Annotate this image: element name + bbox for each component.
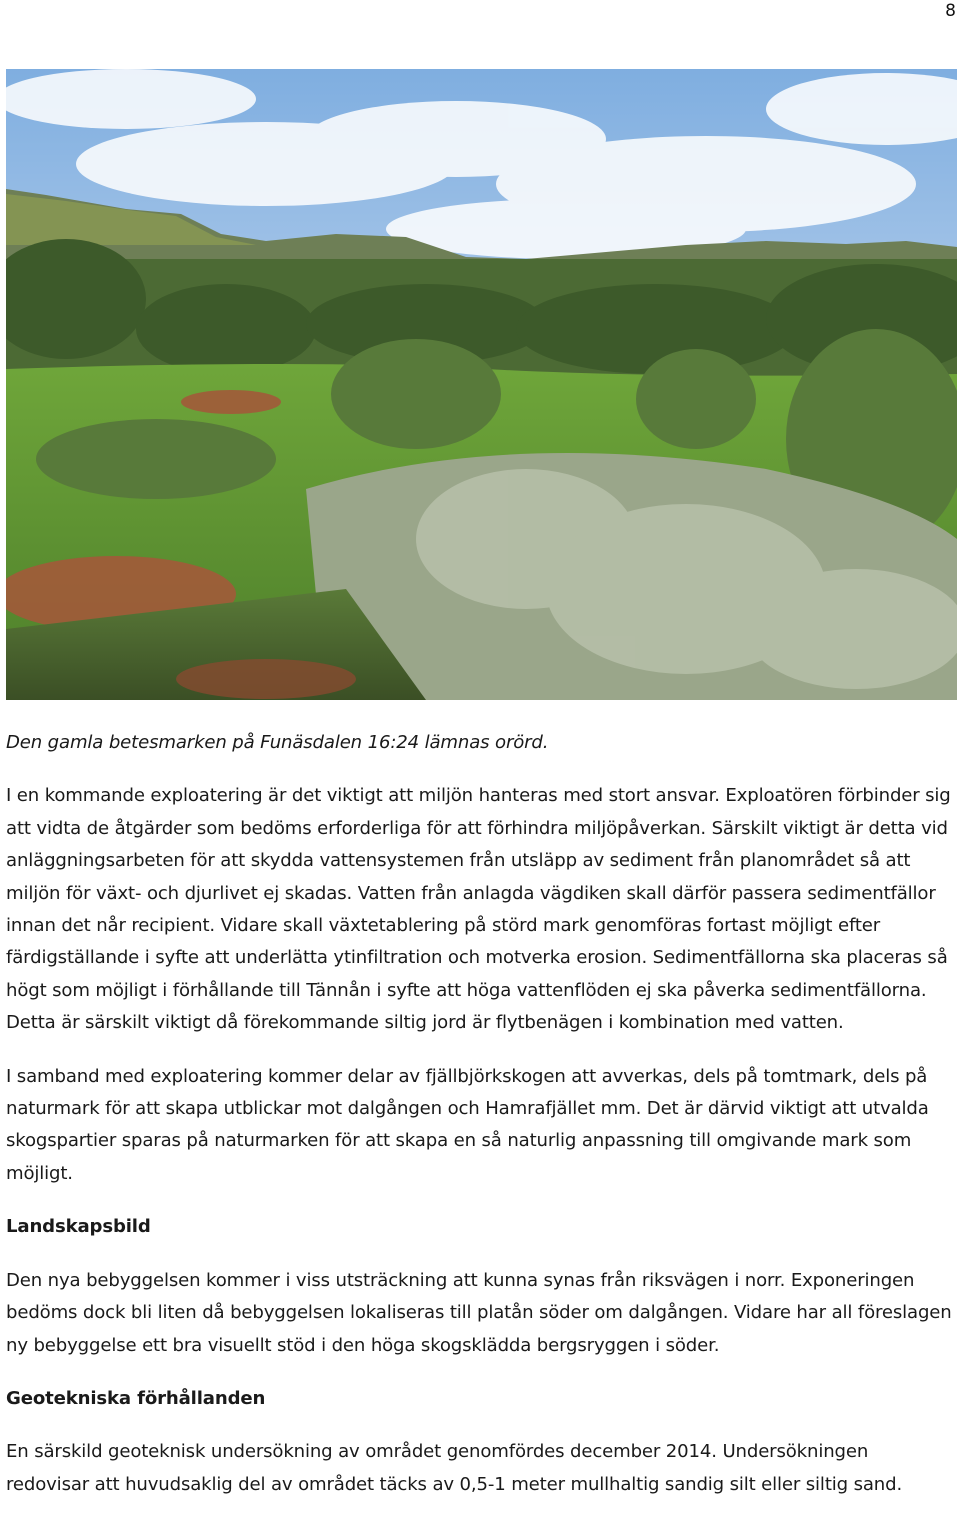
paragraph-geotechnical: En särskild geoteknisk undersökning av området genomfördes december 2014. Undersökningen redovisar att huvudsaklig del av området täcks av 0,5-1 meter mullhaltig sandig silt eller siltig sand. — [6, 1441, 903, 1495]
heading-landskapsbild: Landskapsbild — [6, 1216, 151, 1238]
paragraph-environment: I en kommande exploatering är det viktigt att miljön hanteras med stort ansvar. Exploatören förbinder sig att vidta de åtgärder som bedöms erforderliga för att förhindra miljöpåverkan. Särskilt viktigt är detta vid anläggningsarbeten för att skydda vattensystemen från utsläpp av sediment från planområdet så att miljön för växt- och djurlivet ej skadas. Vatten från anlagda vägdiken skall därför passera sedimentfällor innan det når recipient. Vidare skall växtetablering på störd mark genomföras fortast möjligt efter färdigställande i syfte att underlätta ytinfiltration och motverka erosion. Sedimentfällorna ska placeras så högt som möjligt i förhållande till Tännån i syfte att höga vattenflöden ej ska påverka sedimentfällorna. Detta är särskilt viktigt då förekommande siltig jord är flytbenägen i kombination med vatten. — [6, 785, 951, 1034]
paragraph-landscape: Den nya bebyggelsen kommer i viss utsträckning att kunna synas från riksvägen i norr. Exponeringen bedöms dock bli liten då bebyggelsen lokaliseras till platån söder om dalgången. Vidare har all föreslagen ny bebyggelse ett bra visuellt stöd i den höga skogsklädda bergsryggen i söder. — [6, 1269, 952, 1356]
heading-geoteknik: Geotekniska förhållanden — [6, 1387, 266, 1409]
landscape-photo — [6, 69, 957, 700]
document-body — [6, 727, 956, 1522]
photo-caption: Den gamla betesmarken på Funäsdalen 16:24 lämnas orörd. — [6, 732, 549, 753]
paragraph-forest: I samband med exploatering kommer delar av fjällbjörkskogen att avverkas, dels på tomtmark, dels på naturmark för att skapa utblickar mot dalgången och Hamrafjället mm. Det är därvid viktigt att utvalda skogspartier sparas på naturmarken för att skapa en så naturlig anpassning till omgivande mark som möjligt. — [6, 1065, 929, 1184]
page-number: 8 — [945, 1, 956, 21]
